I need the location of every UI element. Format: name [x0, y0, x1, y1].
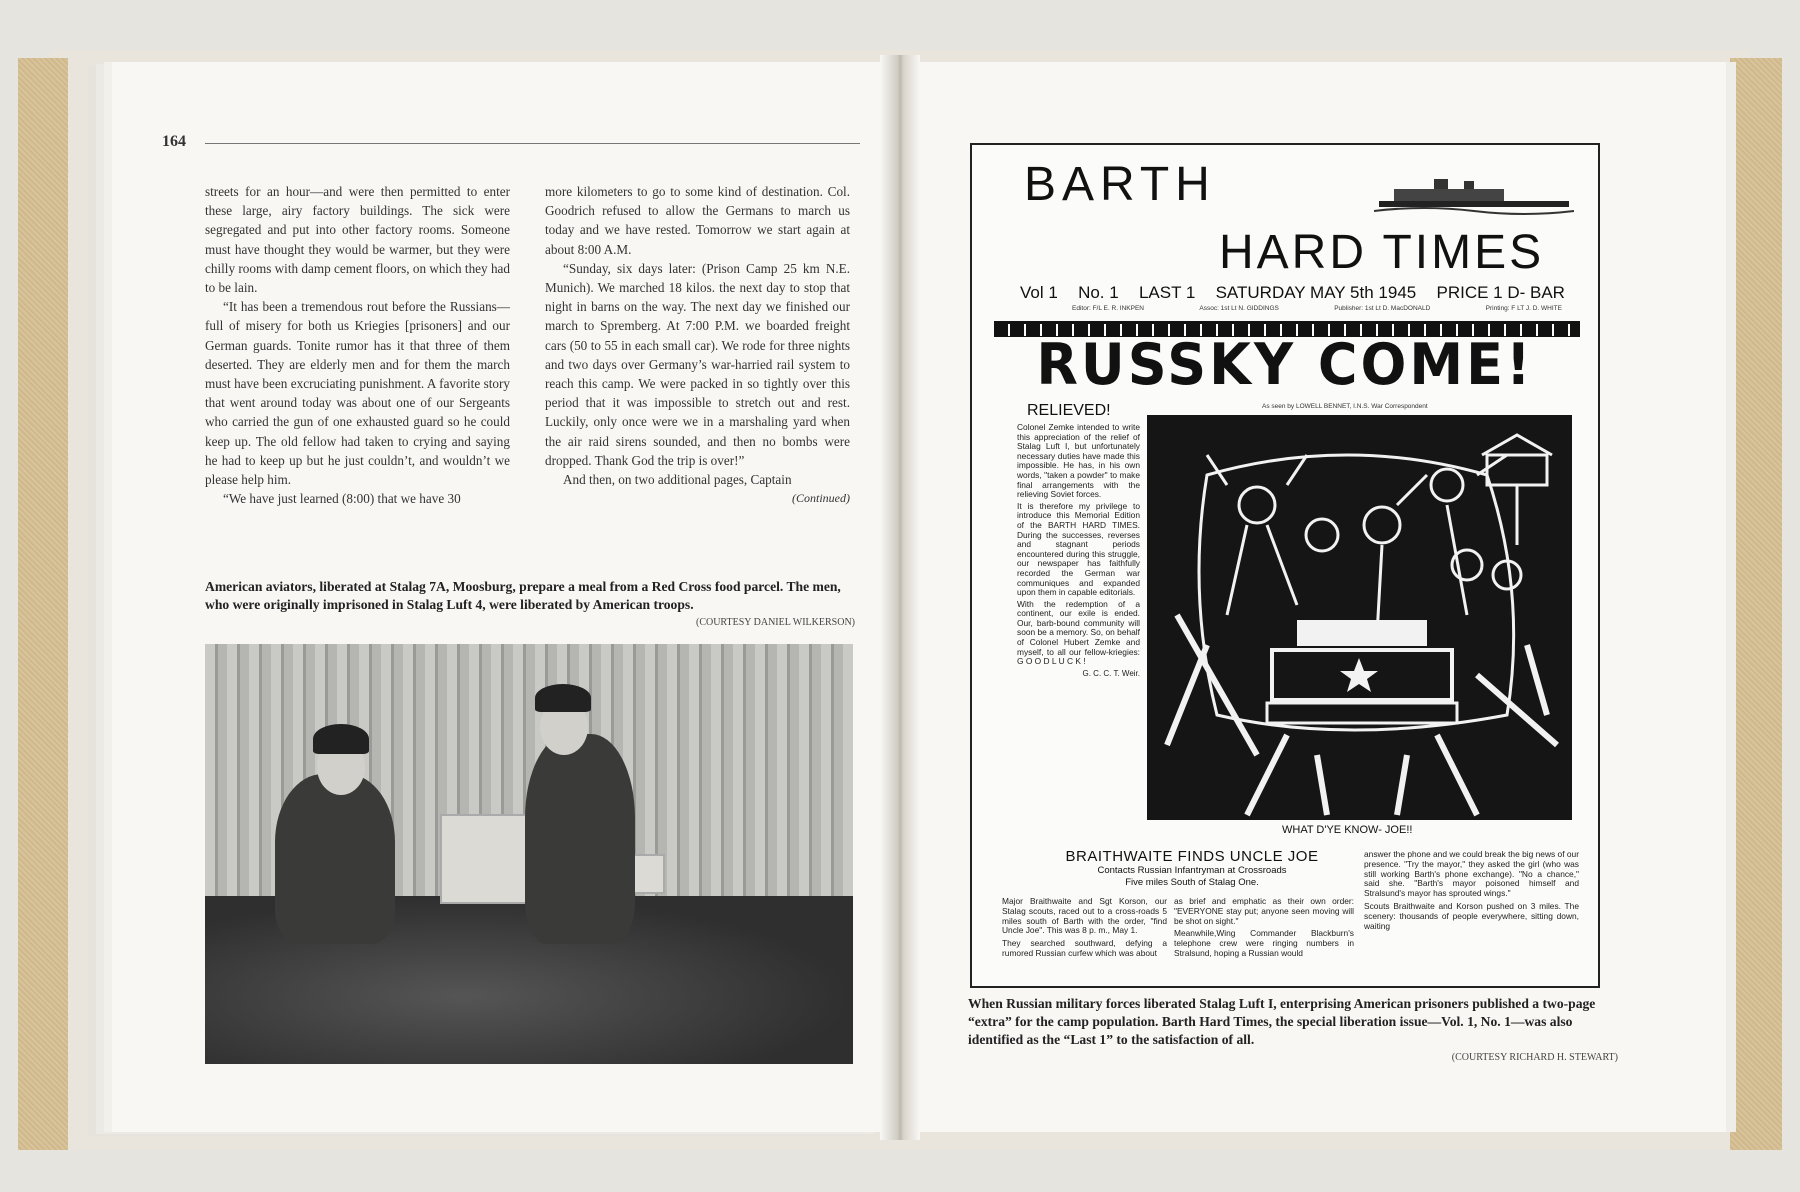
photo-caption-text: American aviators, liberated at Stalag 7A, Moosburg, prepare a meal from a Red Cross food parcel. The men, who were originally imprisoned in Stalag Luft 4, were liberated by American troops.: [205, 579, 841, 612]
story-subtitle-1: Contacts Russian Infantryman at Crossroads: [1097, 865, 1287, 876]
volume: Vol 1: [1020, 283, 1058, 302]
article-paragraph: It is therefore my privilege to introduce this Memorial Edition of the BARTH HARD TIMES. During the successes, reverses and stagnant periods encountered during this struggle, our newspaper has faithfully recorded the German war communiques and expanded upon them in capable editorials.: [1017, 500, 1140, 598]
story-subtitle-2: Five miles South of Stalag One.: [1125, 877, 1259, 888]
cartoon-caption: WHAT D'YE KNOW- JOE!!: [1282, 824, 1413, 836]
seated-man: [275, 774, 395, 944]
story-title: BRAITHWAITE FINDS UNCLE JOE: [1065, 848, 1319, 865]
publisher: Publisher: 1st Lt D. MacDONALD: [1334, 305, 1431, 312]
story-column-3: [1364, 850, 1579, 934]
signature: G. C. C. T. Weir.: [1082, 668, 1140, 678]
headline: RUSSKY COME!: [1036, 331, 1534, 398]
aviators-photo: [205, 644, 853, 1064]
man-cap: [535, 684, 591, 712]
newspaper-clipping: [970, 143, 1600, 988]
newspaper-caption-text: When Russian military forces liberated Stalag Luft I, enterprising American prisoners published a two-page “extra” for the camp population. Barth Hard Times, the special liberation issue—Vol. 1, No. 1—was also identified as the “Last 1” to the satisfaction of all.: [968, 996, 1596, 1047]
issue-number: No. 1: [1078, 283, 1119, 302]
text-column-1: [205, 182, 510, 508]
story-paragraph: Major Braithwaite and Sgt Korson, our Stalag scouts, raced out to a cross-roads 5 miles south of Barth with the order, "find Uncle Joe". This was 8 p. m., May 1.: [1002, 896, 1167, 936]
ship-illustration: [1374, 175, 1574, 217]
body-paragraph: “Sunday, six days later: (Prison Camp 25 km N.E. Munich). We marched 18 kilos. the next day to stop that night in barns on the way. The next day we finished our march to Spremberg. At 7:00 P.M. we boarded freight cars (50 to 55 in each small car). We rode for three nights and two days over Germany’s war-harried rail system to reach this camp. We were packed in so tightly over this period that it was impossible to stretch out and rest. Luckily, only once were we in a marshaling yard when the air raid sirens sounded, and then no bombs were dropped. Thank God the trip is over!”: [545, 260, 850, 468]
body-paragraph: “It has been a tremendous rout before the Russians—full of misery for both us Kriegies [prisoners] and our German guards. Tonite rumor has it that three of them deserted. They are elderly men and for them the march must have been excruciating punishment. A favorite story that went around today was about one of our Sergeants who carried the gun of one exhausted guard so he could keep up. The old fellow had taken to crying and saying he had to keep up but he just couldn’t, and wouldn’t we please help him.: [205, 299, 510, 488]
story-paragraph: answer the phone and we could break the big news of our presence. "Try the mayor," they asked the girl (who was still working Barth's phone exchange). "No a chance," said she. "Barth's mayor poisoned himself and Stralsund's mayor has sprouted wings.": [1364, 849, 1579, 899]
story-column-2: [1174, 897, 1354, 962]
article-paragraph: With the redemption of a continent, our exile is ended. Our, barb-bound community will soon be a memory. So, on behalf of Colonel Hubert Zemke and myself, to all our fellow-kriegies: G O O D L U C K !: [1017, 598, 1140, 667]
price: PRICE 1 D- BAR: [1436, 283, 1565, 302]
story-column-1: [1002, 897, 1167, 962]
newspaper-caption: [968, 995, 1618, 1067]
text-column-2: [545, 182, 850, 508]
body-paragraph: “We have just learned (8:00) that we have 30: [223, 491, 461, 507]
associate: Assoc: 1st Lt N. GIDDINGS: [1199, 305, 1279, 312]
cooking-man: [525, 734, 635, 944]
issue-date: SATURDAY MAY 5th 1945: [1215, 283, 1417, 302]
photo-credit: (COURTESY DANIEL WILKERSON): [695, 617, 855, 628]
staff-line: [1072, 305, 1562, 312]
last-issue: LAST 1: [1138, 283, 1196, 302]
editor: Editor: F/L E. R. INKPEN: [1072, 305, 1145, 312]
article-paragraph: Colonel Zemke intended to write this appreciation of the relief of Stalag Luft I, but unfortunately necessary duties have made this impossible. He has, in his own words, "taken a powder" to make final arrangements with the relieving Soviet forces.: [1017, 422, 1140, 500]
book-gutter: [880, 55, 920, 1140]
photo-caption: [205, 578, 855, 632]
story-paragraph: as brief and emphatic as their own order: "EVERYONE stay put; anyone seen moving will be shot on sight.": [1174, 896, 1354, 926]
newspaper-credit: (COURTESY RICHARD H. STEWART): [1451, 1052, 1618, 1063]
relieved-heading: RELIEVED!: [1027, 402, 1111, 419]
man-cap: [313, 724, 369, 754]
story-paragraph: Scouts Braithwaite and Korson pushed on 3 miles. The scenery: thousands of people everywhere, sitting down, waiting: [1364, 900, 1579, 931]
cloth-binding-right: [1730, 58, 1782, 1150]
issue-line: [1020, 283, 1565, 303]
story-paragraph: They searched southward, defying a rumored Russian curfew which was about: [1002, 938, 1167, 958]
relieved-article: [1017, 423, 1140, 680]
continued-note: (Continued): [792, 491, 850, 506]
body-paragraph: more kilometers to go to some kind of destination. Col. Goodrich refused to allow the Germans to march us today and we have rested. Tomorrow we start again at about 8:00 A.M.: [545, 184, 850, 257]
header-rule: [205, 143, 860, 144]
cartoon-credit: As seen by LOWELL BENNET, I.N.S. War Correspondent: [1262, 403, 1428, 410]
masthead-hard-times: HARD TIMES: [1219, 226, 1545, 279]
story-headline: [1027, 848, 1357, 889]
masthead-barth: BARTH: [1024, 158, 1216, 211]
page-number: 164: [162, 133, 186, 150]
cloth-binding-left: [18, 58, 68, 1150]
printer: Printing: F LT J. D. WHITE: [1485, 305, 1562, 312]
body-paragraph: And then, on two additional pages, Captain: [563, 472, 792, 488]
cartoon-illustration: [1147, 415, 1572, 820]
story-paragraph: Meanwhile,Wing Commander Blackburn's telephone crew were ringing numbers in Stralsund, hoping a Russian would: [1174, 928, 1354, 958]
body-paragraph: streets for an hour—and were then permitted to enter these large, airy factory buildings. The sick were segregated and put into other factory rooms. Someone must have thought they would be warmer, but they were chilly rooms with damp cement floors, on which they had to be lain.: [205, 184, 510, 296]
